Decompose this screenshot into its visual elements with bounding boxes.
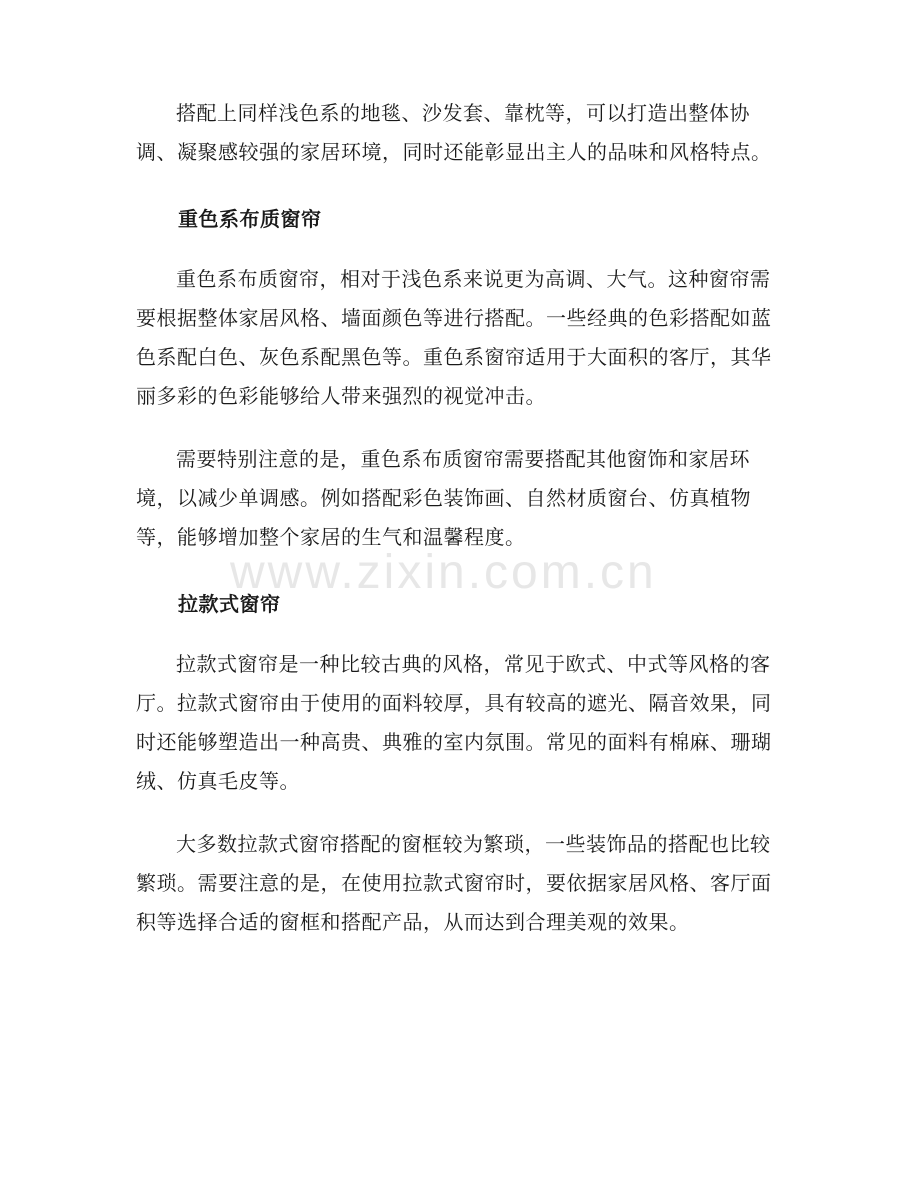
section-heading-pull-style-curtains: 拉款式窗帘 bbox=[178, 592, 281, 616]
watermark: www.zixin.com.cn bbox=[230, 546, 657, 599]
paragraph-pull-style-description: 拉款式窗帘是一种比较古典的风格，常见于欧式、中式等风格的客厅。拉款式窗帘由于使用的面料较厚，具有较高的遮光、隔音效果，同时还能够塑造出一种高贵、典雅的室内氛围。常见的面料有棉麻、珊瑚绒、仿真毛皮等。 bbox=[136, 652, 772, 793]
paragraph-intro: 搭配上同样浅色系的地毯、沙发套、靠枕等，可以打造出整体协调、凝聚感较强的家居环境，同时还能彰显出主人的品味和风格特点。 bbox=[136, 101, 772, 164]
document-body bbox=[136, 94, 776, 966]
paragraph-dark-fabric-notes: 需要特别注意的是，重色系布质窗帘需要搭配其他窗饰和家居环境，以减少单调感。例如搭配彩色装饰画、自然材质窗台、仿真植物等，能够增加整个家居的生气和温馨程度。 bbox=[136, 447, 751, 549]
paragraph-dark-fabric-description: 重色系布质窗帘，相对于浅色系来说更为高调、大气。这种窗帘需要根据整体家居风格、墙面颜色等进行搭配。一些经典的色彩搭配如蓝色系配白色、灰色系配黑色等。重色系窗帘适用于大面积的客厅，其华丽多彩的色彩能够给人带来强烈的视觉冲击。 bbox=[136, 267, 772, 408]
paragraph-pull-style-notes: 大多数拉款式窗帘搭配的窗框较为繁琐，一些装饰品的搭配也比较繁琐。需要注意的是，在使用拉款式窗帘时，要依据家居风格、客厅面积等选择合适的窗框和搭配产品，从而达到合理美观的效果。 bbox=[136, 832, 772, 934]
section-heading-dark-fabric-curtains: 重色系布质窗帘 bbox=[178, 207, 322, 231]
